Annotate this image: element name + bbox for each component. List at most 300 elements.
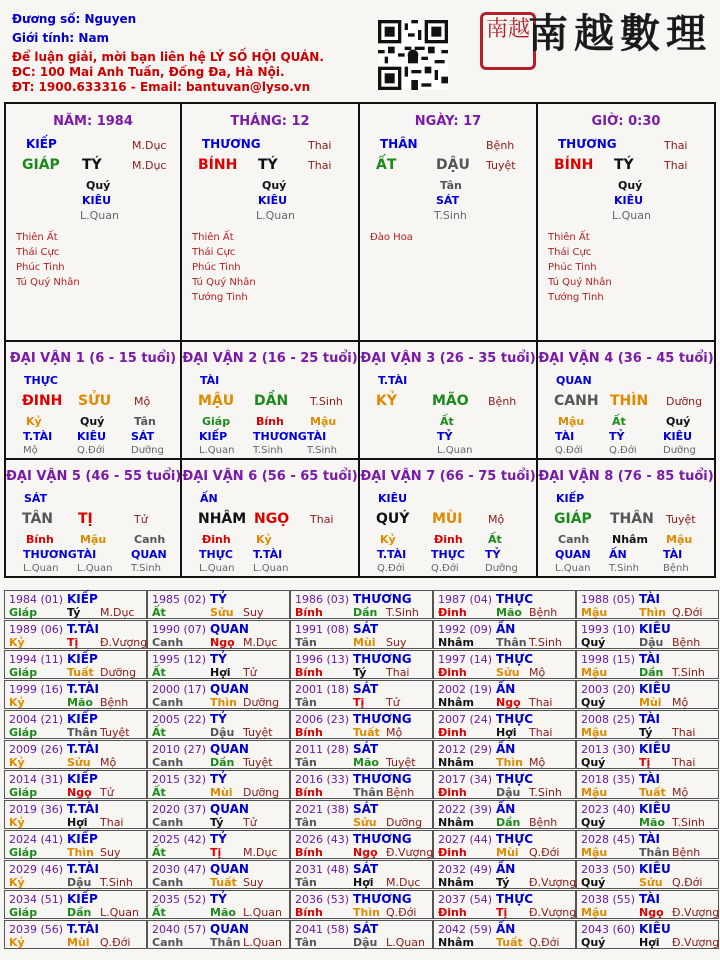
year-label: 1990 (07)	[152, 623, 207, 636]
dai-van-hidden-state: L.Quan	[77, 563, 113, 574]
dai-van-hidden-god: THƯƠNG	[253, 430, 307, 443]
year-label: 2042 (59)	[438, 923, 493, 936]
year-god: THỰC	[496, 712, 534, 726]
year-state: Mộ	[529, 756, 546, 769]
year-cell	[576, 920, 719, 949]
year-chi: Thân	[496, 636, 527, 649]
dai-van-hidden: Quý	[80, 415, 105, 428]
year-state: L.Quan	[100, 906, 139, 919]
year-state: Bệnh	[672, 636, 701, 649]
calligraphy-logo: 南越數理	[528, 10, 712, 57]
year-state: Tuyệt	[243, 756, 273, 769]
year-god: THƯƠNG	[353, 712, 412, 726]
year-chi: Dậu	[496, 786, 521, 799]
year-can: Bính	[295, 786, 323, 799]
dai-van-god: TÀI	[200, 374, 220, 387]
year-god: KIÊU	[639, 622, 671, 636]
dai-van-hidden-state: Dưỡng	[485, 563, 518, 574]
pillar-star: Thái Cực	[16, 247, 60, 258]
dai-van-can: ĐINH	[22, 393, 63, 409]
year-state: T.Sinh	[672, 666, 705, 679]
year-state: Đ.Vượng	[529, 906, 577, 919]
year-god: SÁT	[353, 682, 379, 696]
year-god: ẤN	[496, 622, 516, 636]
year-can: Ất	[152, 726, 166, 739]
year-state: Đ.Vượng	[672, 906, 720, 919]
year-state: Thai	[529, 726, 553, 739]
year-chi: Hợi	[639, 936, 660, 949]
year-label: 1986 (03)	[295, 593, 350, 606]
dai-van-6	[182, 460, 360, 578]
year-state: Mộ	[529, 666, 546, 679]
year-can: Mậu	[581, 846, 608, 859]
dai-van-hidden-god: QUAN	[555, 548, 591, 561]
dai-van-hidden: Canh	[134, 533, 166, 546]
dai-van-chi: NGỌ	[254, 511, 290, 527]
year-cell	[433, 590, 576, 619]
year-god: KIẾP	[67, 772, 98, 786]
year-state: Bệnh	[672, 846, 701, 859]
year-chi: Mùi	[639, 696, 662, 709]
dai-van-hidden-state: Dưỡng	[663, 445, 696, 456]
year-chi: Mão	[353, 756, 379, 769]
year-label: 2000 (17)	[152, 683, 207, 696]
year-chi: Dần	[639, 666, 664, 679]
year-god: ẤN	[496, 682, 516, 696]
dai-van-god: QUAN	[556, 374, 592, 387]
year-label: 2025 (42)	[152, 833, 207, 846]
pillar-state: M.Dục	[132, 139, 167, 152]
dai-van-hidden: Giáp	[202, 415, 231, 428]
year-label: 2027 (44)	[438, 833, 493, 846]
year-cell	[433, 710, 576, 739]
year-god: TỶ	[210, 592, 227, 606]
year-cell	[147, 830, 290, 859]
year-state: T.Sinh	[672, 816, 705, 829]
year-label: 2004 (21)	[9, 713, 64, 726]
year-cell	[147, 800, 290, 829]
dai-van-hidden-god: KIẾP	[199, 430, 228, 443]
year-chi: Mùi	[353, 636, 376, 649]
dai-van-hidden-god: THƯƠNG	[23, 548, 77, 561]
pillar-god: THÂN	[380, 137, 418, 151]
year-god: ẤN	[496, 862, 516, 876]
year-can: Nhâm	[438, 636, 474, 649]
year-state: Suy	[100, 846, 121, 859]
year-cell	[147, 740, 290, 769]
year-chi: Sửu	[639, 876, 663, 889]
pillar-title: THÁNG: 12	[230, 114, 310, 129]
dai-van-1	[4, 342, 182, 460]
year-state: Thai	[672, 726, 696, 739]
year-god: ẤN	[496, 922, 516, 936]
dai-van-state: Tuyệt	[666, 513, 696, 526]
dai-van-hidden: Tân	[134, 415, 156, 428]
dai-van-state: Dưỡng	[666, 395, 703, 408]
dai-van-chi: DẦN	[254, 393, 289, 409]
year-god: TỶ	[210, 712, 227, 726]
year-chi: Tị	[353, 696, 365, 709]
dai-van-state: Mộ	[134, 395, 151, 408]
year-chi: Tuất	[496, 936, 523, 949]
year-god: QUAN	[210, 862, 249, 876]
year-god: SÁT	[353, 802, 379, 816]
dai-van-hidden-god: TÀI	[663, 548, 683, 561]
year-state: Đ.Vượng	[386, 846, 434, 859]
year-can: Bính	[295, 726, 323, 739]
dai-van-chi: MÙI	[432, 511, 463, 527]
year-chi: Thìn	[639, 606, 666, 619]
year-chi: Thìn	[353, 906, 380, 919]
year-cell	[290, 710, 433, 739]
year-god: TÀI	[639, 772, 661, 786]
year-cell	[4, 920, 147, 949]
year-label: 1995 (12)	[152, 653, 207, 666]
year-chi: Sửu	[496, 666, 520, 679]
dai-van-hidden-state: Dưỡng	[131, 445, 164, 456]
pillar-star: Thiên Ất	[192, 232, 234, 243]
dai-van-hidden-state: L.Quan	[253, 563, 289, 574]
pillar-chi: DẬU	[436, 157, 470, 173]
dai-van-god: KIÊU	[378, 492, 408, 505]
year-cell	[433, 770, 576, 799]
year-state: Q.Đới	[672, 606, 703, 619]
year-chi: Dần	[210, 756, 235, 769]
year-cell	[576, 680, 719, 709]
dai-van-state: Thai	[310, 513, 334, 526]
dai-van-title: ĐẠI VẬN 6 (56 - 65 tuổi)	[182, 469, 358, 484]
dai-van-hidden-god: T.TÀI	[253, 548, 283, 561]
pillar-god: KIẾP	[26, 137, 57, 151]
dai-van-4	[538, 342, 716, 460]
dai-van-hidden: Kỷ	[26, 415, 42, 428]
dai-van-2	[182, 342, 360, 460]
year-cell	[433, 800, 576, 829]
year-god: TÀI	[639, 892, 661, 906]
year-can: Quý	[581, 876, 606, 889]
dai-van-can: NHÂM	[198, 511, 247, 527]
year-label: 2019 (36)	[9, 803, 64, 816]
year-cell	[576, 890, 719, 919]
year-cell	[576, 590, 719, 619]
year-chi: Tuất	[210, 876, 237, 889]
year-state: Suy	[243, 606, 264, 619]
year-chi: Hợi	[496, 726, 517, 739]
year-god: THỰC	[496, 832, 534, 846]
year-can: Tân	[295, 876, 317, 889]
year-cell	[147, 590, 290, 619]
year-can: Canh	[152, 636, 184, 649]
dai-van-can: TÂN	[22, 511, 54, 527]
dai-van-hidden: Bính	[256, 415, 284, 428]
year-chi: Thân	[210, 936, 241, 949]
year-god: T.TÀI	[67, 922, 99, 936]
year-label: 1997 (14)	[438, 653, 493, 666]
year-can: Giáp	[9, 906, 38, 919]
year-god: THỰC	[496, 652, 534, 666]
year-label: 2041 (58)	[295, 923, 350, 936]
year-state: Bệnh	[529, 606, 558, 619]
pillar-star: Thiên Ất	[16, 232, 58, 243]
year-label: 2014 (31)	[9, 773, 64, 786]
pillar-hidden: Quý	[618, 179, 643, 192]
year-chi: Thìn	[496, 756, 523, 769]
year-chi: Hợi	[210, 666, 231, 679]
year-state: Bệnh	[386, 786, 415, 799]
year-can: Giáp	[9, 666, 38, 679]
year-label: 2006 (23)	[295, 713, 350, 726]
pillar-hidden-state: T.Sinh	[434, 209, 467, 222]
year-chi: Thìn	[210, 696, 237, 709]
year-label: 2024 (41)	[9, 833, 64, 846]
year-label: 2016 (33)	[295, 773, 350, 786]
year-god: KIÊU	[639, 802, 671, 816]
year-god: SÁT	[353, 742, 379, 756]
dai-van-hidden-god: T.TÀI	[377, 548, 407, 561]
dai-van-hidden-state: Mộ	[23, 445, 38, 456]
year-chi: Tị	[67, 636, 79, 649]
pillar-hidden-god: KIÊU	[614, 194, 644, 207]
year-can: Tân	[295, 636, 317, 649]
dai-van-hidden-god: TÀI	[307, 430, 327, 443]
year-god: T.TÀI	[67, 742, 99, 756]
year-cell	[4, 890, 147, 919]
year-god: T.TÀI	[67, 862, 99, 876]
year-state: Tuyệt	[100, 726, 130, 739]
year-god: KIẾP	[67, 832, 98, 846]
year-label: 2003 (20)	[581, 683, 636, 696]
year-state: M.Dục	[386, 876, 421, 889]
pillar-3	[538, 102, 716, 342]
pillar-chi: TÝ	[614, 157, 634, 173]
year-cell	[290, 680, 433, 709]
dai-van-chi: THÌN	[610, 393, 649, 409]
dai-van-hidden: Mậu	[666, 533, 693, 546]
pillar-star: Đào Hoa	[370, 232, 413, 243]
year-can: Giáp	[9, 786, 38, 799]
year-can: Nhâm	[438, 756, 474, 769]
gender: Giới tính: Nam	[12, 31, 110, 45]
year-cell	[4, 650, 147, 679]
dai-van-god: ẤN	[200, 492, 218, 505]
year-cell	[433, 650, 576, 679]
year-god: T.TÀI	[67, 802, 99, 816]
dai-van-can: CANH	[554, 393, 599, 409]
qr-code-icon[interactable]	[378, 20, 448, 90]
dai-van-title: ĐẠI VẬN 3 (26 - 35 tuổi)	[360, 351, 536, 366]
year-can: Đinh	[438, 726, 467, 739]
dai-van-hidden-state: T.Sinh	[307, 445, 337, 456]
year-chi: Mão	[496, 606, 522, 619]
dai-van-hidden-god: QUAN	[131, 548, 167, 561]
year-can: Tân	[295, 936, 317, 949]
year-can: Mậu	[581, 666, 608, 679]
dai-van-god: SÁT	[24, 492, 48, 505]
year-label: 2043 (60)	[581, 923, 636, 936]
year-god: QUAN	[210, 742, 249, 756]
year-god: SÁT	[353, 622, 379, 636]
year-state: Thai	[386, 666, 410, 679]
pillar-state: Thai	[308, 139, 332, 152]
dai-van-title: ĐẠI VẬN 4 (36 - 45 tuổi)	[538, 351, 714, 366]
year-state: Đ.Vượng	[100, 636, 148, 649]
year-state: Thai	[529, 696, 553, 709]
year-cell	[4, 860, 147, 889]
year-can: Ất	[152, 606, 166, 619]
year-can: Canh	[152, 816, 184, 829]
year-god: KIÊU	[639, 922, 671, 936]
year-god: ẤN	[496, 742, 516, 756]
year-cell	[4, 680, 147, 709]
dai-van-hidden-state: Bệnh	[663, 563, 689, 574]
year-chi: Mão	[210, 906, 236, 919]
year-can: Ất	[152, 906, 166, 919]
year-cell	[433, 830, 576, 859]
pillar-chi: TÝ	[82, 157, 102, 173]
year-state: Tử	[243, 816, 257, 829]
year-label: 2029 (46)	[9, 863, 64, 876]
pillar-hidden-state: L.Quan	[256, 209, 295, 222]
pillar-hidden-state: L.Quan	[80, 209, 119, 222]
dai-van-chi: THÂN	[610, 511, 654, 527]
year-god: TÀI	[639, 592, 661, 606]
year-can: Đinh	[438, 606, 467, 619]
year-label: 2032 (49)	[438, 863, 493, 876]
dai-van-title: ĐẠI VẬN 1 (6 - 15 tuổi)	[9, 351, 177, 366]
year-god: THƯƠNG	[353, 652, 412, 666]
pillar-title: GIỜ: 0:30	[591, 114, 661, 129]
year-can: Đinh	[438, 786, 467, 799]
year-god: TỶ	[210, 652, 227, 666]
year-state: M.Dục	[243, 636, 278, 649]
dai-van-hidden: Mậu	[80, 533, 107, 546]
pillar-star: Tú Quý Nhân	[192, 277, 256, 288]
year-can: Quý	[581, 756, 606, 769]
year-god: THƯƠNG	[353, 592, 412, 606]
year-label: 2018 (35)	[581, 773, 636, 786]
dai-van-title: ĐẠI VẬN 7 (66 - 75 tuổi)	[360, 469, 536, 484]
year-cell	[147, 710, 290, 739]
year-label: 2035 (52)	[152, 893, 207, 906]
dai-van-state: T.Sinh	[310, 395, 343, 408]
dai-van-hidden-god: TỶ	[485, 548, 501, 561]
pillar-star: Tướng Tinh	[548, 292, 604, 303]
year-cell	[433, 680, 576, 709]
pillar-state: Thai	[664, 139, 688, 152]
year-state: Q.Đới	[100, 936, 131, 949]
year-god: TỶ	[210, 832, 227, 846]
year-can: Canh	[152, 696, 184, 709]
contact-line: Để luận giải, mời bạn liên hệ LÝ SỐ HỘI QUÁN.	[12, 50, 324, 64]
dai-van-hidden-god: THỰC	[199, 548, 233, 561]
year-label: 2031 (48)	[295, 863, 350, 876]
year-state: Dưỡng	[100, 666, 137, 679]
year-cell	[147, 680, 290, 709]
year-can: Kỷ	[9, 756, 25, 769]
dai-van-hidden-god: T.TÀI	[23, 430, 53, 443]
dai-van-hidden-state: Q.Đới	[77, 445, 105, 456]
year-cell	[147, 860, 290, 889]
year-chi: Sửu	[353, 816, 377, 829]
year-cell	[147, 650, 290, 679]
year-cell	[4, 590, 147, 619]
year-cell	[576, 710, 719, 739]
dai-van-hidden: Canh	[558, 533, 590, 546]
year-label: 2011 (28)	[295, 743, 350, 756]
year-can: Bính	[295, 846, 323, 859]
dai-van-hidden: Ất	[488, 533, 502, 546]
dai-van-hidden-state: L.Quan	[437, 445, 473, 456]
year-god: KIÊU	[639, 862, 671, 876]
year-label: 1999 (16)	[9, 683, 64, 696]
pillar-god: THƯƠNG	[558, 137, 617, 151]
year-god: THỰC	[496, 892, 534, 906]
year-chi: Mùi	[67, 936, 90, 949]
dai-van-hidden-state: T.Sinh	[253, 445, 283, 456]
year-label: 1988 (05)	[581, 593, 636, 606]
year-label: 2008 (25)	[581, 713, 636, 726]
year-state: M.Dục	[100, 606, 135, 619]
year-can: Bính	[295, 666, 323, 679]
year-state: Q.Đới	[672, 876, 703, 889]
year-god: TỶ	[210, 772, 227, 786]
year-state: L.Quan	[243, 936, 282, 949]
year-can: Nhâm	[438, 876, 474, 889]
year-cell	[147, 890, 290, 919]
dai-van-hidden-god: TỶ	[437, 430, 453, 443]
dai-van-state: Bệnh	[488, 395, 517, 408]
dai-van-chi: MÃO	[432, 393, 469, 409]
year-cell	[4, 830, 147, 859]
pillar-god: THƯƠNG	[202, 137, 261, 151]
year-chi: Mùi	[496, 846, 519, 859]
pillar-title: NGÀY: 17	[414, 114, 482, 129]
dai-van-hidden-god: TỶ	[609, 430, 625, 443]
year-chi: Thân	[353, 786, 384, 799]
pillar-star: Phúc Tinh	[16, 262, 65, 273]
year-chi: Tuất	[353, 726, 380, 739]
dai-van-can: QUÝ	[376, 511, 410, 527]
year-god: SÁT	[353, 862, 379, 876]
year-chi: Thân	[67, 726, 98, 739]
year-state: T.Sinh	[386, 606, 419, 619]
year-label: 2036 (53)	[295, 893, 350, 906]
year-god: TÀI	[639, 652, 661, 666]
year-god: QUAN	[210, 802, 249, 816]
year-label: 2028 (45)	[581, 833, 636, 846]
dai-van-hidden: Nhâm	[612, 533, 648, 546]
year-chi: Tý	[496, 876, 510, 889]
year-state: Tử	[100, 786, 114, 799]
year-state: T.Sinh	[529, 636, 562, 649]
year-chi: Dần	[67, 906, 92, 919]
year-god: SÁT	[353, 922, 379, 936]
year-chi: Mão	[67, 696, 93, 709]
dai-van-can: KỶ	[376, 393, 397, 409]
year-can: Kỷ	[9, 816, 25, 829]
year-god: QUAN	[210, 682, 249, 696]
dai-van-hidden-state: Q.Đới	[609, 445, 637, 456]
year-chi: Hợi	[67, 816, 88, 829]
year-cell	[576, 740, 719, 769]
year-can: Đinh	[438, 846, 467, 859]
year-god: KIẾP	[67, 712, 98, 726]
year-cell	[576, 650, 719, 679]
year-label: 2038 (55)	[581, 893, 636, 906]
dai-van-hidden-state: L.Quan	[555, 563, 591, 574]
year-can: Quý	[581, 936, 606, 949]
year-chi: Tý	[639, 726, 653, 739]
